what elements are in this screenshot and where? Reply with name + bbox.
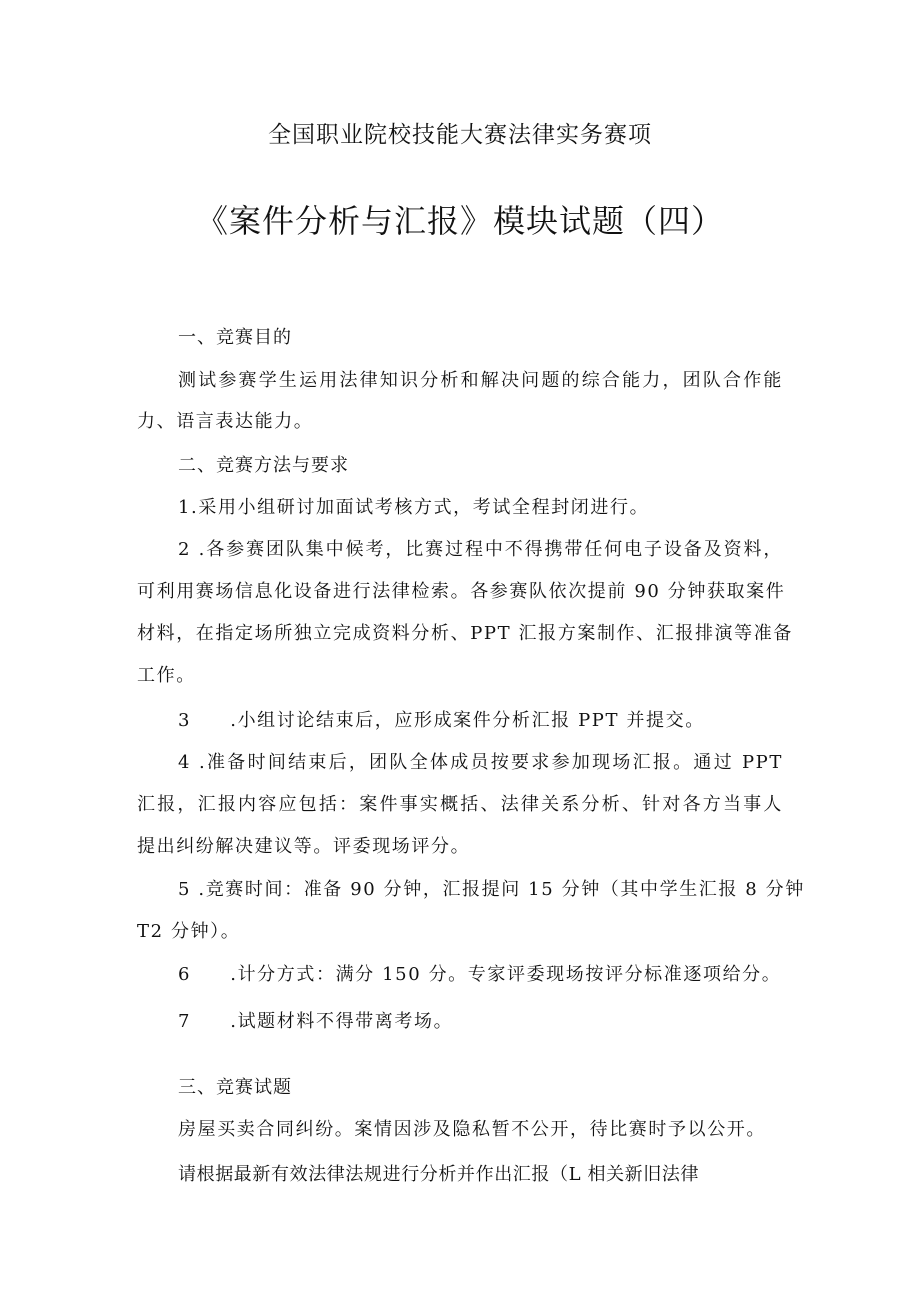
section-heading-purpose: 一、竞赛目的 [178,327,292,348]
section-heading-questions: 三、竞赛试题 [178,1077,292,1098]
method-item-1: 1.采用小组研讨加面试考核方式，考试全程封闭进行。 [178,497,650,518]
method-item-4-line: 提出纠纷解决建议等。评委现场评分。 [137,836,471,857]
method-item-4-line: 汇报，汇报内容应包括：案件事实概括、法律关系分析、针对各方当事人 [137,794,783,815]
method-item-2-line: 可利用赛场信息化设备进行法律检索。各参赛队依次提前 90 分钟获取案件 [137,581,786,602]
document-subtitle: 《案件分析与汇报》模块试题（四） [195,202,724,240]
questions-paragraph-2: 请根据最新有效法律法规进行分析并作出汇报（L 相关新旧法律 [178,1164,700,1185]
method-item-3: 3 .小组讨论结束后，应形成案件分析汇报 PPT 并提交。 [178,710,705,731]
method-item-5-line: 5 .竞赛时间：准备 90 分钟，汇报提问 15 分钟（其中学生汇报 8 分钟 [178,879,805,900]
method-item-2-line: 工作。 [137,665,196,686]
method-item-5-line: T2 分钟）。 [137,921,241,942]
method-item-4-line: 4 .准备时间结束后，团队全体成员按要求参加现场汇报。通过 PPT [178,752,783,773]
method-item-7: 7 .试题材料不得带离考场。 [178,1011,454,1032]
questions-paragraph-1: 房屋买卖合同纠纷。案情因涉及隐私暂不公开，待比赛时予以公开。 [178,1119,766,1140]
purpose-paragraph-line: 测试参赛学生运用法律知识分析和解决问题的综合能力，团队合作能 [178,370,783,391]
method-item-6: 6 .计分方式：满分 150 分。专家评委现场按评分标准逐项给分。 [178,964,782,985]
section-heading-method: 二、竞赛方法与要求 [178,455,349,476]
document-title: 全国职业院校技能大赛法律实务赛项 [268,122,652,148]
method-item-2-line: 2 .各参赛团队集中候考，比赛过程中不得携带任何电子设备及资料， [178,539,783,560]
method-item-2-line: 材料，在指定场所独立完成资料分析、PPT 汇报方案制作、汇报排演等准备 [137,623,793,644]
purpose-paragraph-line: 力、语言表达能力。 [137,411,314,432]
